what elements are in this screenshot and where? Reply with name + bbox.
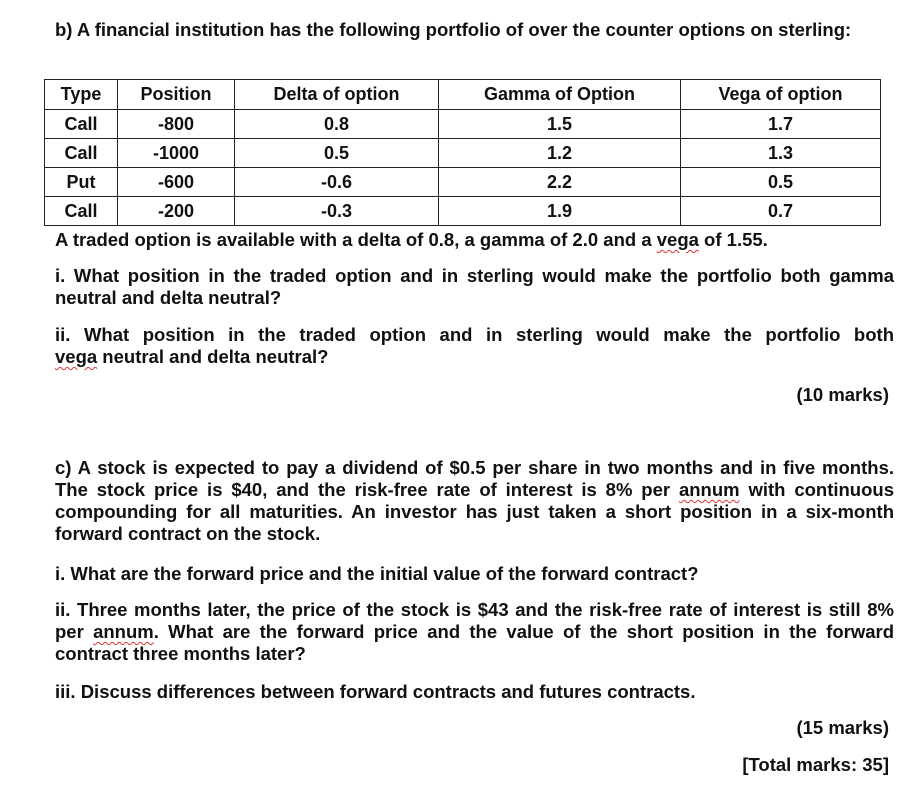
cell-type: Put xyxy=(45,168,118,197)
traded-option-text xyxy=(55,229,894,251)
section-b-intro: b) A financial institution has the following portfolio of over the counter options on sterling: xyxy=(55,19,852,40)
b-ii-text-end: neutral and delta neutral? xyxy=(97,346,329,367)
cell-vega: 0.5 xyxy=(681,168,881,197)
cell-gamma: 1.5 xyxy=(439,110,681,139)
header-vega: Vega of option xyxy=(681,80,881,110)
cell-vega: 1.3 xyxy=(681,139,881,168)
cell-position: -800 xyxy=(118,110,235,139)
cell-type: Call xyxy=(45,197,118,226)
question-c-i: i. What are the forward price and the initial value of the forward contract? xyxy=(55,563,699,584)
traded-text-end: of 1.55. xyxy=(698,229,768,250)
cell-gamma: 2.2 xyxy=(439,168,681,197)
table-row xyxy=(45,197,881,226)
question-b-i: i. What position in the traded option and in sterling would make the portfolio both gamma neutral and delta neutral? xyxy=(55,265,894,308)
header-type: Type xyxy=(45,80,118,110)
cell-vega: 0.7 xyxy=(681,197,881,226)
question-b-ii-line1: ii. What position in the traded option and in sterling would make the portfolio both xyxy=(55,324,894,345)
table-header-row xyxy=(45,80,881,110)
cell-delta: 0.5 xyxy=(235,139,439,168)
cell-gamma: 1.2 xyxy=(439,139,681,168)
cell-type: Call xyxy=(45,139,118,168)
section-c-marks: (15 marks) xyxy=(796,717,889,738)
cell-delta: -0.6 xyxy=(235,168,439,197)
cell-vega: 1.7 xyxy=(681,110,881,139)
table-row xyxy=(45,110,881,139)
question-c-ii xyxy=(55,599,894,665)
traded-vega-word: vega xyxy=(656,229,699,250)
b-ii-vega-word: vega xyxy=(55,346,98,367)
total-marks: [Total marks: 35] xyxy=(742,754,889,775)
cell-delta: 0.8 xyxy=(235,110,439,139)
cell-delta: -0.3 xyxy=(235,197,439,226)
traded-text-start: A traded option is available with a delta of 0.8, a gamma of 2.0 and a xyxy=(55,229,657,250)
cell-gamma: 1.9 xyxy=(439,197,681,226)
cell-type: Call xyxy=(45,110,118,139)
cell-position: -1000 xyxy=(118,139,235,168)
header-delta: Delta of option xyxy=(235,80,439,110)
cell-position: -600 xyxy=(118,168,235,197)
section-b-marks: (10 marks) xyxy=(796,384,889,405)
c-ii-start: ii. Three months later, the price of the stock is $43 and the risk-free rate of interest is still 8% per xyxy=(55,599,894,642)
header-position: Position xyxy=(118,80,235,110)
section-c-intro xyxy=(55,457,894,545)
portfolio-table xyxy=(44,79,881,226)
c-ii-end: . What are the forward price and the value of the short position in the forward contract three months later? xyxy=(55,621,894,664)
c-intro-annum-word: annum xyxy=(678,479,740,500)
table-row xyxy=(45,168,881,197)
table-row xyxy=(45,139,881,168)
header-gamma: Gamma of Option xyxy=(439,80,681,110)
c-intro-start: c) A stock is expected to pay a dividend of $0.5 per share in two months and in five months. The stock price is $40, and the risk-free rate of interest is 8% per xyxy=(55,457,894,500)
cell-position: -200 xyxy=(118,197,235,226)
c-ii-annum-word: annum xyxy=(93,621,154,642)
question-b-ii-line2 xyxy=(55,346,894,368)
question-c-iii: iii. Discuss differences between forward contracts and futures contracts. xyxy=(55,681,696,702)
c-intro-end: with continuous compounding for all maturities. An investor has just taken a short position in a six-month forward contract on the stock. xyxy=(55,479,894,544)
